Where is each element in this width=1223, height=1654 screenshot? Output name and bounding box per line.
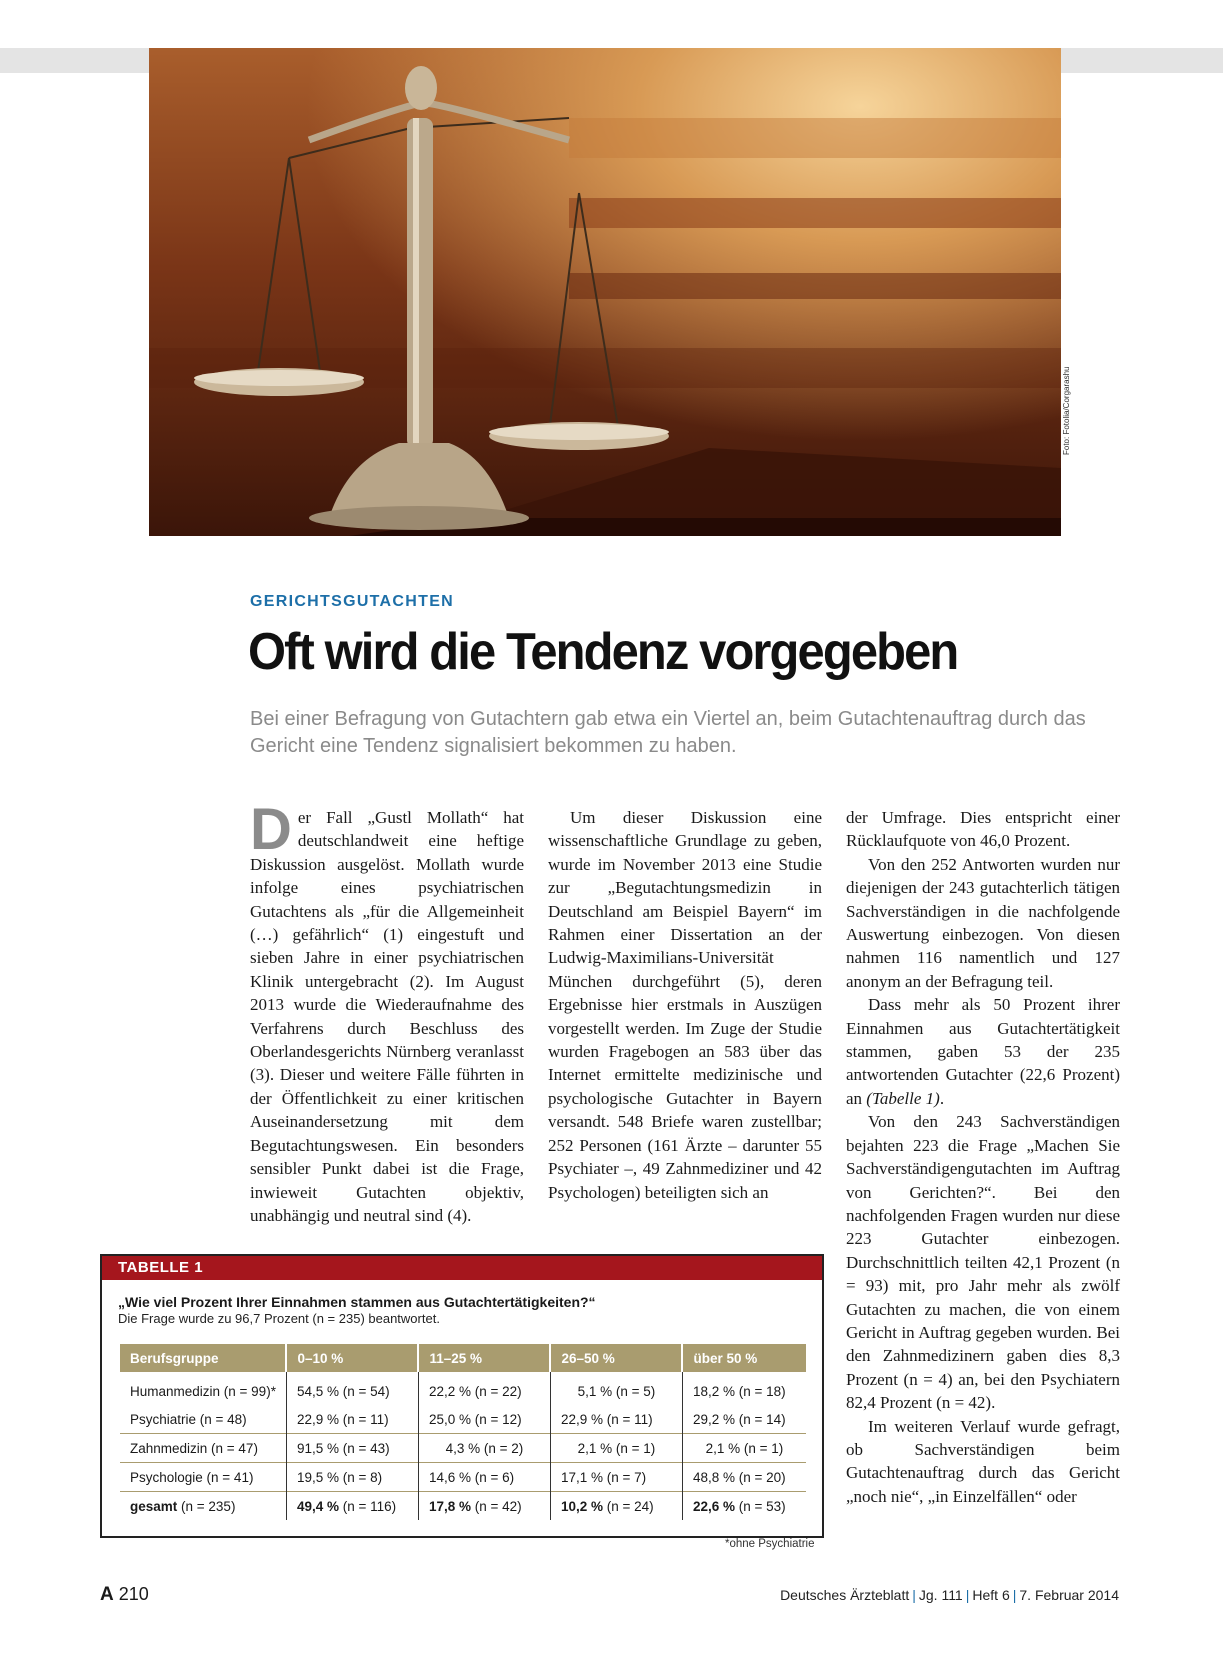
total-n: (n = 42)	[470, 1498, 522, 1514]
paragraph: Im weiteren Verlauf wurde gefragt, ob Sachverständigen beim Gutachtenauftrag durch das Gericht „noch nie“, „in Einzelfällen“ oder	[846, 1416, 1120, 1506]
page-letter: A	[100, 1584, 114, 1605]
table-question: „Wie viel Prozent Ihrer Einnahmen stammen aus Gutachtertätigkeiten?“	[118, 1294, 596, 1310]
photo-credit: Foto: Fotolia/Corgarashu	[1062, 366, 1071, 455]
total-value: 22,6 %	[692, 1498, 735, 1514]
table-cell: 48,8 % (n = 20)	[682, 1463, 806, 1492]
issue: Heft 6	[972, 1587, 1010, 1603]
divider: |	[1012, 1587, 1017, 1603]
table-cell: 91,5 % (n = 43)	[286, 1434, 418, 1463]
table-cell	[286, 1492, 418, 1521]
table-cell: 14,6 % (n = 6)	[418, 1463, 550, 1492]
article-column-1	[250, 797, 524, 1227]
column-header: 26–50 %	[550, 1344, 682, 1372]
income-table	[120, 1344, 806, 1520]
article-column-3	[846, 806, 1120, 1508]
paragraph: der Umfrage. Dies entspricht einer Rücklaufquote von 46,0 Prozent.	[846, 808, 1120, 851]
table-cell: Psychologie (n = 41)	[120, 1463, 286, 1492]
total-label: gesamt	[130, 1498, 178, 1514]
scales-of-justice-icon	[149, 48, 1061, 536]
table-cell: 18,2 % (n = 18)	[682, 1372, 806, 1405]
table-cell: 25,0 % (n = 12)	[418, 1405, 550, 1434]
article-headline: Oft wird die Tendenz vorgegeben	[248, 623, 958, 681]
article-column-2	[548, 806, 822, 1204]
divider: |	[965, 1587, 970, 1603]
article-lead: Bei einer Befragung von Gutachtern gab etwa ein Viertel an, beim Gutachtenauftrag durch das Gericht eine Tendenz signalisiert bekommen zu haben.	[250, 708, 1086, 757]
table-header-row	[120, 1344, 806, 1372]
table-cell: 54,5 % (n = 54)	[286, 1372, 418, 1405]
total-value: 17,8 %	[428, 1498, 471, 1514]
column-header: über 50 %	[682, 1344, 806, 1372]
page-number-value: 210	[118, 1584, 149, 1604]
table-reference-link[interactable]: (Tabelle 1)	[866, 1088, 940, 1108]
table-subtitle: Die Frage wurde zu 96,7 Prozent (n = 235) beantwortet.	[118, 1311, 440, 1326]
table-cell	[550, 1492, 682, 1521]
table-cell: 2,1 % (n = 1)	[682, 1434, 806, 1463]
issue-date: 7. Februar 2014	[1019, 1587, 1119, 1603]
table-1	[100, 1254, 824, 1538]
table-cell: 17,1 % (n = 7)	[550, 1463, 682, 1492]
table-cell: 22,9 % (n = 11)	[286, 1405, 418, 1434]
header-photo	[149, 48, 1061, 536]
table-row	[120, 1463, 806, 1492]
total-n: (n = 53)	[734, 1498, 786, 1514]
table-cell: 4,3 % (n = 2)	[418, 1434, 550, 1463]
paragraph: Von den 243 Sachverständigen bejahten 223 die Frage „Machen Sie Sachverständigengutachten im Auftrag von Gerichten?“. Bei den nachfolgenden Fragen wurden nur diese 223 Gutachter einbezogen. Durchschnittlich teilten 42,1 Prozent (n = 93) mit, pro Jahr mehr als zwölf Gutachten zu machen, die von einem Gericht in Auftrag gegeben wurden. Bei den Zahnmedizinern gaben dies 8,3 Prozent (n = 4) an, bei den Psychiatern 82,4 Prozent (n = 42).	[846, 1112, 1120, 1413]
paragraph: er Fall „Gustl Mollath“ hat deutschlandweit eine heftige Diskussion ausgelöst. Mollath wurde infolge eines psychiatrischen Gutachtens als „für die Allgemeinheit (…) gefährlich“ (1) eingestuft und sieben Jahre in einer psychiatrischen Klinik untergebracht (2). Im August 2013 wurde die Wiederaufnahme des Verfahrens durch Beschluss des Oberlandesgerichts Nürnberg veranlasst (3). Dieser und weitere Fälle führten in der Öffentlichkeit zu einer kritischen Auseinandersetzung mit dem Begutachtungswesen. Ein besonders sensibler Punkt dabei ist die Frage, inwieweit Gutachten objektiv, unabhängig und neutral sind (4).	[250, 808, 524, 1225]
total-n: (n = 24)	[602, 1498, 654, 1514]
column-header: 11–25 %	[418, 1344, 550, 1372]
divider: |	[912, 1587, 916, 1603]
table-cell: 22,9 % (n = 11)	[550, 1405, 682, 1434]
page-number	[100, 1584, 149, 1606]
footer-journal-info	[780, 1587, 1119, 1603]
table-cell: 5,1 % (n = 5)	[550, 1372, 682, 1405]
paragraph: Von den 252 Antworten wurden nur diejenigen der 243 gutachterlich tätigen Sachverständigen in die nachfolgende Auswertung einbezogen. Von diesen nahmen 116 namentlich und 127 anonym an der Befragung teil.	[846, 854, 1120, 991]
table-row	[120, 1434, 806, 1463]
paragraph-text: Dass mehr als 50 Prozent ihrer Einnahmen aus Gutachtertätigkeit stammen, gaben 53 der 235 antwortenden Gutachter (22,6 Prozent) an	[846, 995, 1120, 1108]
article-kicker: GERICHTSGUTACHTEN	[250, 593, 455, 610]
table-cell: Psychiatrie (n = 48)	[130, 1411, 247, 1427]
total-value: 10,2 %	[560, 1498, 603, 1514]
table-total-row	[120, 1492, 806, 1521]
table-cell	[418, 1492, 550, 1521]
table-cell	[682, 1492, 806, 1521]
total-label-n: (n = 235)	[177, 1498, 236, 1514]
total-n: (n = 116)	[338, 1498, 397, 1514]
column-header: 0–10 %	[286, 1344, 418, 1372]
table-footnote: *ohne Psychiatrie	[725, 1538, 815, 1550]
dropcap: D	[250, 797, 292, 862]
table-label: TABELLE 1	[102, 1256, 822, 1280]
table-cell: Zahnmedizin (n = 47)	[120, 1434, 286, 1463]
table-cell: 19,5 % (n = 8)	[286, 1463, 418, 1492]
paragraph: Um dieser Diskussion eine wissenschaftliche Grundlage zu geben, wurde im November 2013 eine Studie zur „Begutachtungsmedizin in Deutschland am Beispiel Bayern“ im Rahmen einer Dissertation an der Ludwig-Maximilians-Universität München durchgeführt (5), deren Ergebnisse hier erstmals in Auszügen vorgestellt werden. Im Zuge der Studie wurden Fragebogen an 583 über das Internet ermittelte medizinische und psychologische Gutachter in Bayern versandt. 548 Briefe waren zustellbar; 252 Personen (161 Ärzte – darunter 55 Psychiater –, 49 Zahnmediziner und 42 Psychologen) beteiligten sich an	[548, 808, 822, 1202]
paragraph: Dass mehr als 50 Prozent ihrer Einnahmen aus Gutachtertätigkeit stammen, gaben 53 der 235 antwortenden Gutachter (22,6 Prozent) an (Tabelle 1).	[846, 995, 1120, 1108]
table-cell: 22,2 % (n = 22)	[418, 1372, 550, 1405]
journal-name: Deutsches Ärzteblatt	[780, 1587, 910, 1603]
table-row	[120, 1405, 806, 1434]
table-row	[120, 1372, 806, 1405]
table-cell: Humanmedizin (n = 99)*	[130, 1383, 276, 1399]
total-value: 49,4 %	[296, 1498, 339, 1514]
table-cell: 2,1 % (n = 1)	[550, 1434, 682, 1463]
volume: Jg. 111	[918, 1587, 963, 1603]
table-cell: 29,2 % (n = 14)	[682, 1405, 806, 1434]
column-header: Berufsgruppe	[120, 1344, 286, 1372]
table-cell	[120, 1492, 286, 1521]
